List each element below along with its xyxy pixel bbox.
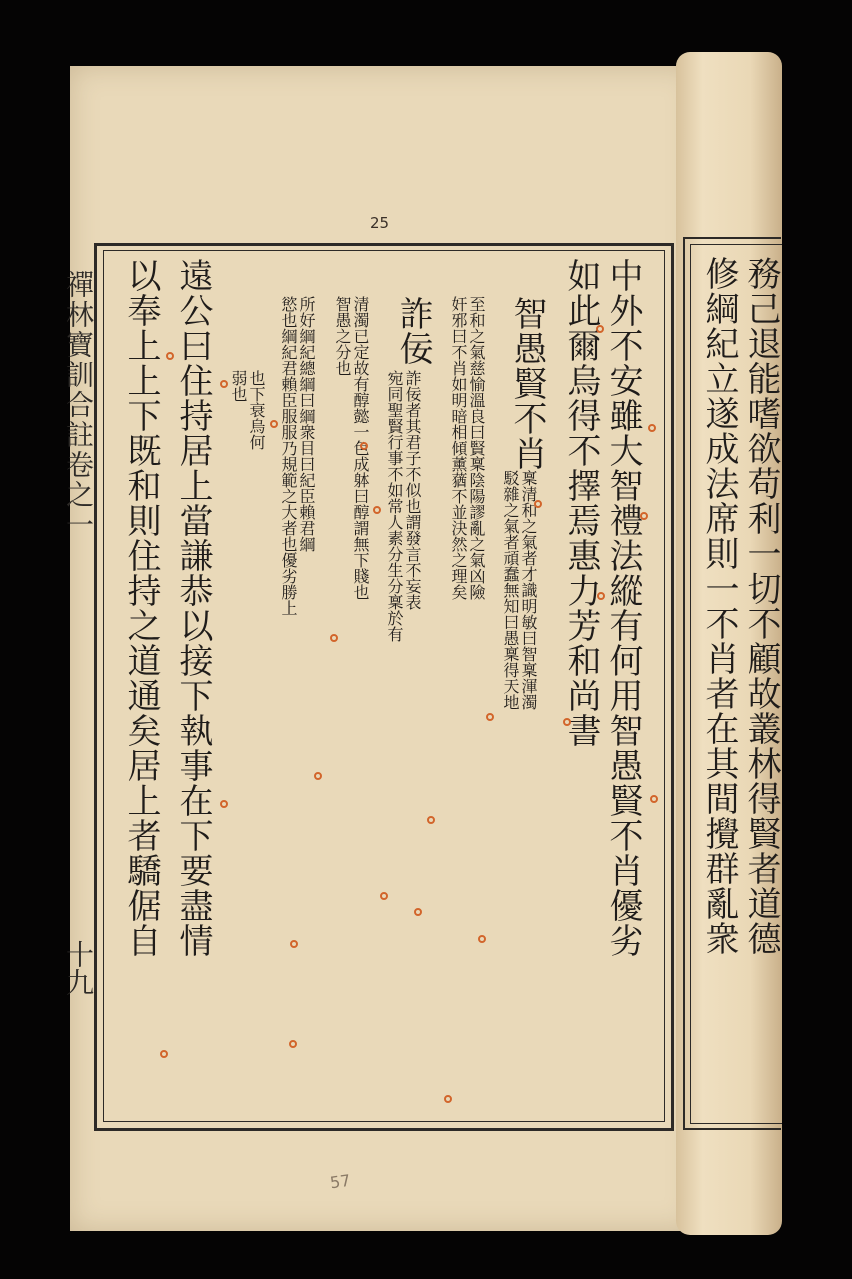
punctuation-mark: [220, 800, 228, 808]
punctuation-mark: [640, 512, 648, 520]
roll-column-1: 務己退能嗜欲苟利一切不顧故叢林得賢者道德: [741, 256, 781, 956]
punctuation-mark: [486, 713, 494, 721]
text-column-2: 如此爾烏得不擇焉惠力芳和尚書: [561, 258, 601, 748]
punctuation-mark: [444, 1095, 452, 1103]
punctuation-mark: [360, 442, 368, 450]
text-column-9: 遠公曰住持居上當謙恭以接下執事在下要盡情: [173, 258, 213, 958]
punctuation-mark: [478, 935, 486, 943]
text-column-5-note-b: 宛同聖賢行事不如常人素分生分稟於有: [385, 370, 404, 642]
text-column-5-note-a: 詐佞者其君子不似也謂發言不妄表: [403, 370, 422, 610]
margin-folio: 十九: [62, 940, 95, 996]
text-column-8-note-a: 也下衰烏何: [247, 370, 266, 450]
punctuation-mark: [166, 352, 174, 360]
roll-column-2: 修綱紀立遂成法席則一不肖者在其間攪群亂衆: [699, 256, 739, 956]
punctuation-mark: [314, 772, 322, 780]
punctuation-mark: [414, 908, 422, 916]
punctuation-mark: [220, 380, 228, 388]
punctuation-mark: [648, 424, 656, 432]
catalog-mark: 57: [328, 1170, 352, 1193]
punctuation-mark: [289, 1040, 297, 1048]
punctuation-mark: [596, 325, 604, 333]
text-column-4-note-b: 奸邪曰不肖如明暗相傾薰蕕不並決然之理矣: [449, 296, 468, 600]
text-column-10: 以奉上上下既和則住持之道通矣居上者驕倨自: [121, 258, 161, 958]
text-column-6-note-a: 清濁已定故有醇懿一色成躰曰醇謂無下賤也: [351, 296, 370, 600]
text-column-6-note-b: 智愚之分也: [333, 296, 352, 376]
punctuation-mark: [380, 892, 388, 900]
text-column-3-main: 智愚賢不肖: [507, 296, 547, 471]
punctuation-mark: [563, 718, 571, 726]
text-column-1: 中外不安雖大智禮法縱有何用智愚賢不肖優劣: [603, 258, 643, 958]
punctuation-mark: [270, 420, 278, 428]
text-column-3-note-a: 稟清和之氣者才識明敏曰智稟渾濁: [519, 470, 538, 710]
margin-title: 禪林寶訓合註卷之一: [62, 270, 95, 540]
text-column-7-note-b: 慾也綱紀君賴臣服服乃規範之大者也優劣勝上: [279, 296, 298, 616]
text-column-3-note-b: 駁雜之氣者頑蠢無知曰愚稟得天地: [501, 470, 520, 710]
text-column-7-note-a: 所好綱紀總綱曰綱衆目曰紀臣賴君綱: [297, 296, 316, 552]
text-column-8-note-b: 弱也: [229, 370, 248, 402]
punctuation-mark: [373, 506, 381, 514]
page-number: 25: [370, 214, 390, 232]
punctuation-mark: [650, 795, 658, 803]
text-column-5-main: 詐佞: [393, 296, 433, 366]
punctuation-mark: [330, 634, 338, 642]
punctuation-mark: [160, 1050, 168, 1058]
punctuation-mark: [597, 592, 605, 600]
punctuation-mark: [534, 500, 542, 508]
punctuation-mark: [290, 940, 298, 948]
text-column-4-note-a: 至和之氣慈愉溫良曰賢稟陰陽謬亂之氣凶險: [467, 296, 486, 600]
punctuation-mark: [427, 816, 435, 824]
